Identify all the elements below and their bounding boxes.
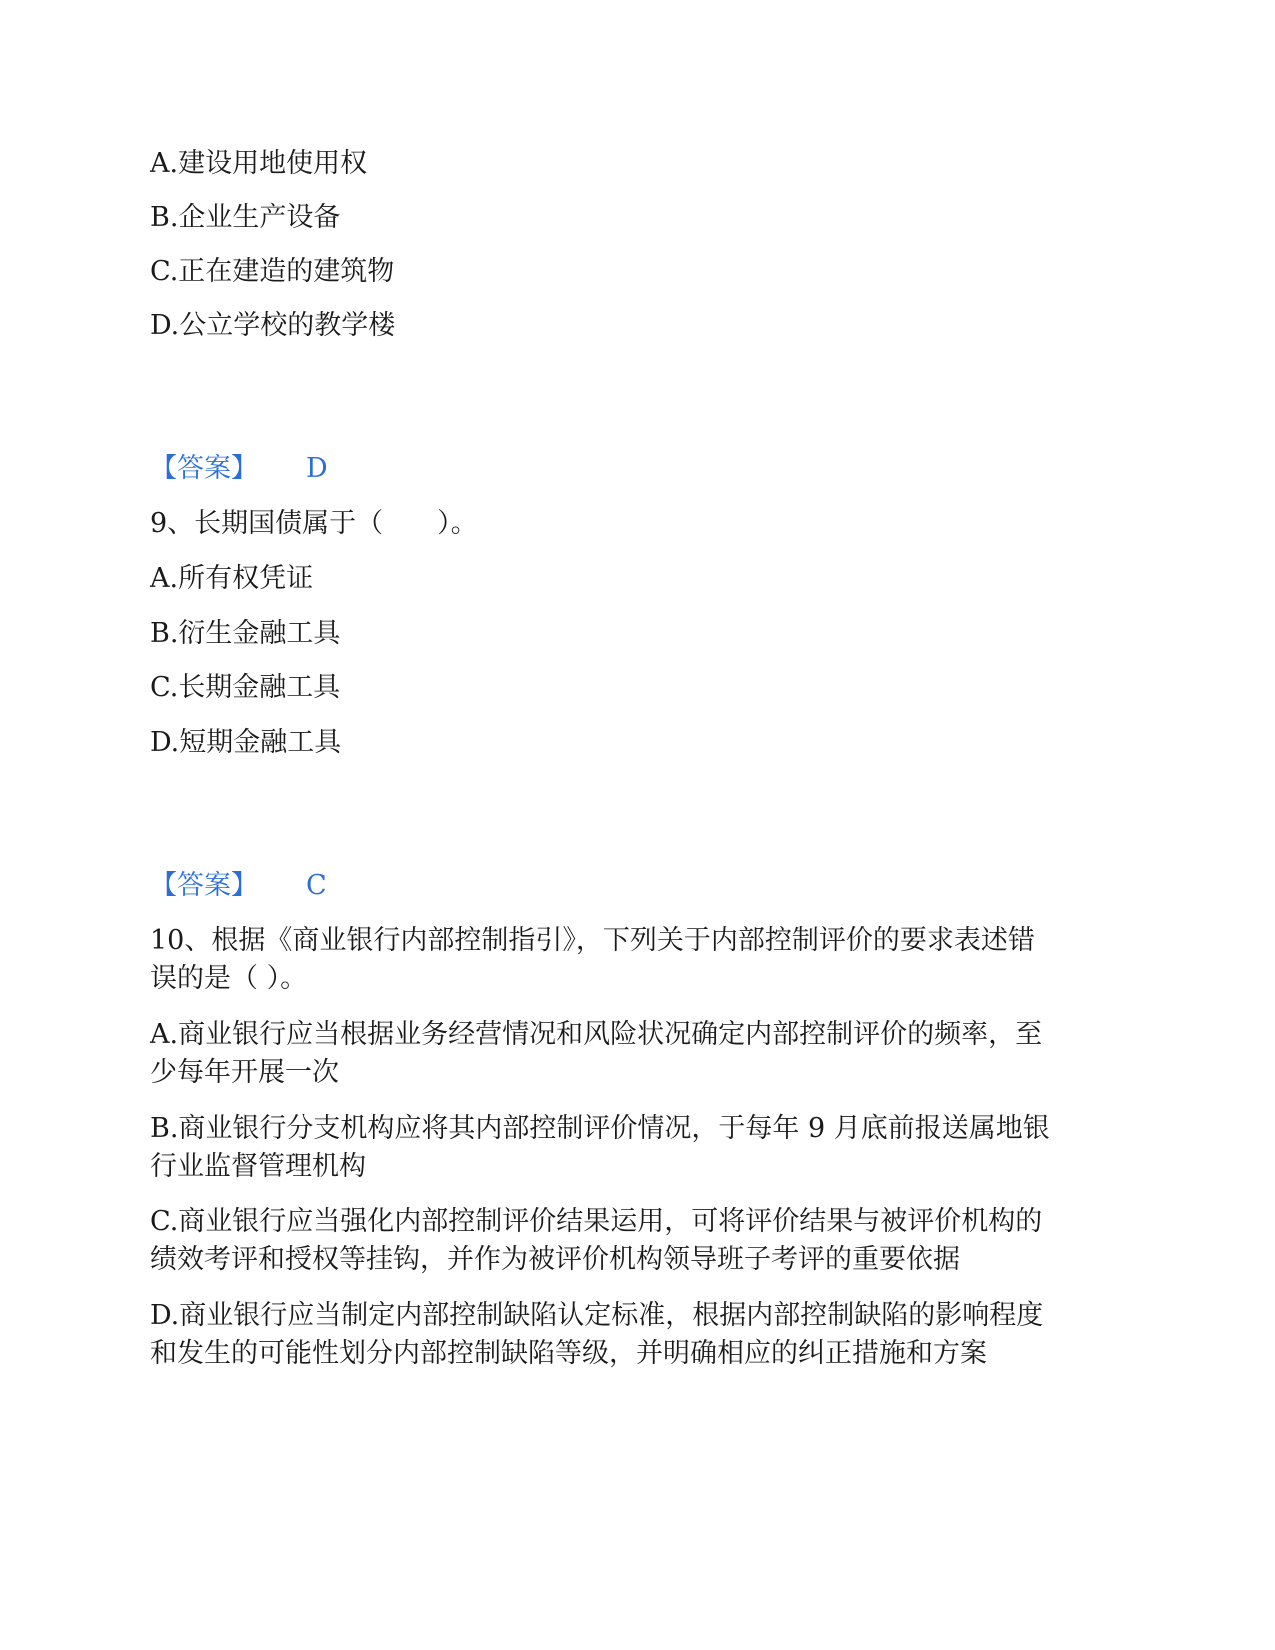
- q9-option-c: C.长期金融工具: [150, 672, 341, 703]
- q10-stem-line-1: 10、根据《商业银行内部控制指引》，下列关于内部控制评价的要求表述错: [150, 925, 1035, 956]
- q8-option-d: D.公立学校的教学楼: [150, 310, 396, 341]
- q9-option-b: B.衍生金融工具: [150, 618, 341, 649]
- q10-option-a-line-2: 少每年开展一次: [150, 1057, 339, 1088]
- q8-answer-label: 【答案】: [150, 453, 258, 484]
- q8-option-b: B.企业生产设备: [150, 202, 341, 233]
- q10-option-d-line-1: D.商业银行应当制定内部控制缺陷认定标准，根据内部控制缺陷的影响程度: [150, 1300, 1044, 1331]
- q9-answer-label: 【答案】: [150, 870, 258, 901]
- q8-option-a: A.建设用地使用权: [150, 148, 368, 179]
- q9-option-d: D.短期金融工具: [150, 727, 342, 758]
- q10-option-d-line-2: 和发生的可能性划分内部控制缺陷等级，并明确相应的纠正措施和方案: [150, 1338, 987, 1369]
- q9-stem: 9、长期国债属于（ ）。: [150, 508, 478, 539]
- q8-answer-value: D: [306, 453, 328, 484]
- q10-option-c-line-1: C.商业银行应当强化内部控制评价结果运用，可将评价结果与被评价机构的: [150, 1206, 1043, 1237]
- q8-option-c: C.正在建造的建筑物: [150, 256, 395, 287]
- q10-option-c-line-2: 绩效考评和授权等挂钩，并作为被评价机构领导班子考评的重要依据: [150, 1244, 960, 1275]
- q10-option-b-line-1: B.商业银行分支机构应将其内部控制评价情况，于每年 9 月底前报送属地银: [150, 1113, 1050, 1144]
- q9-option-a: A.所有权凭证: [150, 563, 314, 594]
- q10-option-b-line-2: 行业监督管理机构: [150, 1151, 366, 1182]
- q10-option-a-line-1: A.商业银行应当根据业务经营情况和风险状况确定内部控制评价的频率，至: [150, 1019, 1043, 1050]
- q9-answer-value: C: [306, 870, 327, 901]
- q10-stem-line-2: 误的是（ ）。: [150, 963, 308, 994]
